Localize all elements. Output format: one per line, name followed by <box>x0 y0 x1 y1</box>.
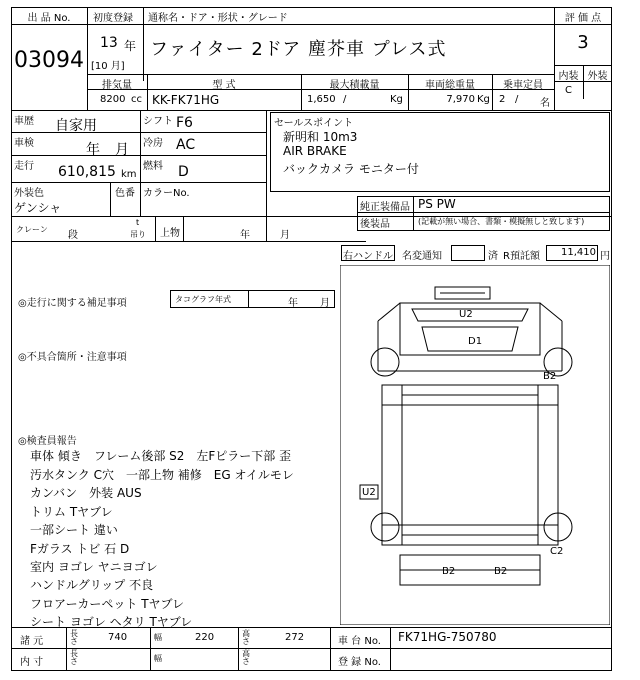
crane-stage: 段 <box>68 230 78 241</box>
damage-mark: B2 <box>543 371 557 382</box>
inspector-line: 一部シート 違い <box>30 523 118 537</box>
capacity-value: 2 <box>499 94 506 105</box>
length-value: 740 <box>108 632 128 643</box>
load-value: 1,650 <box>307 94 336 105</box>
model-label: 型 式 <box>212 80 236 91</box>
sales-point-line: 新明和 10m3 <box>283 130 358 144</box>
first-reg-year: 13 <box>100 35 118 51</box>
inner-width-label: 幅 <box>154 654 162 663</box>
width-value: 220 <box>195 632 215 643</box>
first-reg-label: 初度登録 <box>93 13 133 24</box>
notice-box <box>451 245 485 261</box>
deposit-value: 11,410 <box>561 247 596 258</box>
vehicle-name-header: 通称名・ドア・形状・グレード <box>148 13 288 24</box>
ac-label: 冷房 <box>143 138 163 149</box>
displacement-unit: cc <box>131 94 142 105</box>
deposit-label: R預託額 <box>503 251 540 262</box>
crane-label: クレーン <box>16 225 48 234</box>
height-label: 高さ <box>242 629 250 646</box>
lot-label: 出 品 No. <box>27 13 71 24</box>
inner-label: 内 寸 <box>20 657 44 668</box>
first-reg-year-unit: 年 <box>124 39 137 53</box>
tacho-year: 年 <box>288 298 298 309</box>
defects-label: ◎不具合箇所・注意事項 <box>18 352 127 363</box>
recycle-label: 済 <box>488 251 498 262</box>
damage-mark: U2 <box>362 487 376 498</box>
inspector-line: カンバン 外装 AUS <box>30 486 142 500</box>
damage-mark: C2 <box>550 546 564 557</box>
chassis-label: 車 台 No. <box>338 636 381 647</box>
color-no2-label: カラーNo. <box>143 188 190 199</box>
inspector-line: トリム Tヤブレ <box>30 505 113 519</box>
retrofit-label: 後装品 <box>360 219 390 230</box>
equipment-label: 純正装備品 <box>360 202 410 213</box>
steering-value: 右ハンドル <box>343 251 393 262</box>
exterior-label: 外装 <box>587 71 608 82</box>
lot-number: 03094 <box>14 48 84 73</box>
mileage-unit: km <box>121 169 137 180</box>
gvw-label: 車両総重量 <box>425 80 475 91</box>
sales-point-line: バックカメラ モニター付 <box>283 162 419 176</box>
grade-label: 評 価 点 <box>564 13 602 24</box>
displacement-value: 8200 <box>100 94 126 105</box>
history-label: 車歴 <box>14 116 34 127</box>
tacho-month: 月 <box>320 298 330 309</box>
gvw-value: 7,970 <box>446 94 475 105</box>
displacement-label: 排気量 <box>102 80 132 91</box>
inspector-line: 室内 ヨゴレ ヤニヨゴレ <box>30 560 158 574</box>
shift-label: シフト <box>143 116 173 127</box>
first-reg-month: [10 月] <box>91 61 125 72</box>
inspection-year: 年 <box>86 142 100 158</box>
inspector-line: 汚水タンク C穴 一部上物 補修 EG オイルモレ <box>30 468 294 482</box>
damage-mark: B2 <box>494 566 508 577</box>
crane-t: t <box>136 218 140 227</box>
height-value: 272 <box>285 632 305 643</box>
crane-hang: 吊り <box>130 230 146 239</box>
capacity-unit: 名 <box>540 98 550 109</box>
inspector-line: シート ヨゴレ ヘタリ Tヤブレ <box>30 615 193 629</box>
load-label: 最大積載量 <box>329 80 380 91</box>
interior-grade: C <box>565 85 572 96</box>
upper-year: 年 <box>240 230 250 241</box>
load-unit: Kg <box>390 94 403 105</box>
chassis-value: FK71HG-750780 <box>398 630 497 644</box>
history-value: 自家用 <box>55 118 97 134</box>
length-label: 長さ <box>70 629 78 646</box>
fuel-value: D <box>178 164 189 180</box>
color-no-label: 色番 <box>115 188 135 199</box>
width-label: 幅 <box>154 633 162 642</box>
interior-label: 内装 <box>558 71 579 82</box>
inspector-label: ◎検査員報告 <box>18 436 77 447</box>
inner-length-label: 長さ <box>70 649 78 666</box>
vehicle-name: ファイター 2ドア 塵芥車 プレス式 <box>150 39 447 60</box>
model-value: KK-FK71HG <box>152 93 220 107</box>
inner-height-label: 高さ <box>242 649 250 666</box>
fuel-label: 燃料 <box>143 161 163 172</box>
inspector-line: 車体 傾き フレーム後部 S2 左Fピラー下部 歪 <box>30 449 292 463</box>
upper-month: 月 <box>280 230 290 241</box>
reg-label: 登 録 No. <box>338 657 381 668</box>
inspector-line: Fガラス トビ 石 D <box>30 542 130 556</box>
driving-remarks-label: ◎走行に関する補足事項 <box>18 298 127 309</box>
mileage-value: 610,815 <box>58 164 116 180</box>
sales-point-line: AIR BRAKE <box>283 144 347 158</box>
truck-body-diagram <box>340 265 610 625</box>
notice-label: 名変通知 <box>402 251 442 262</box>
color-label: 外装色 <box>14 188 44 199</box>
inspector-line: フロアーカーペット Tヤブレ <box>30 597 185 611</box>
spec-label: 諸 元 <box>20 636 44 647</box>
ac-value: AC <box>176 137 196 153</box>
grade-value: 3 <box>577 32 589 53</box>
retrofit-note: (記載が無い場合、書類・模擬無しと致します) <box>418 217 585 226</box>
damage-mark: B2 <box>442 566 456 577</box>
inspection-label: 車検 <box>14 138 34 149</box>
tacho-label: タコグラフ年式 <box>175 295 231 304</box>
mileage-label: 走行 <box>14 161 34 172</box>
gvw-unit: Kg <box>477 94 490 105</box>
capacity-label: 乗車定員 <box>503 80 543 91</box>
equipment-value: PS PW <box>418 197 456 211</box>
deposit-unit: 円 <box>600 251 610 262</box>
shift-value: F6 <box>176 115 193 131</box>
sales-points-label: セールスポイント <box>274 118 354 129</box>
inspection-month: 月 <box>115 142 129 158</box>
inspector-line: ハンドルグリップ 不良 <box>30 578 154 592</box>
damage-mark: U2 <box>459 309 473 320</box>
color-value: ゲンシャ <box>14 201 62 215</box>
damage-mark: D1 <box>468 336 483 347</box>
upper-label: 上物 <box>160 228 180 239</box>
